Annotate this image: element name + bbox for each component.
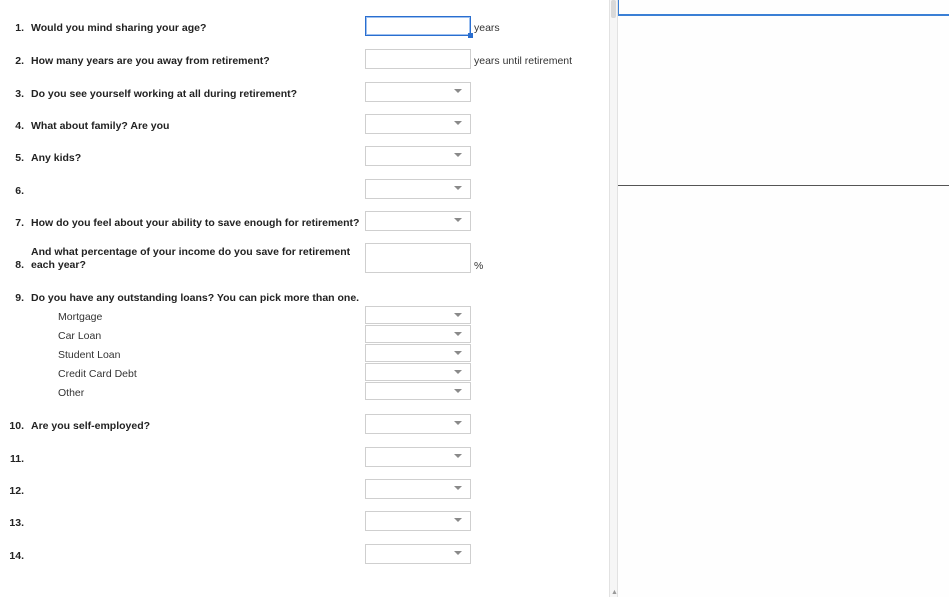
question-number: 6. — [15, 185, 24, 197]
mortgage-select[interactable] — [365, 306, 471, 324]
question-number: 4. — [15, 120, 24, 132]
chevron-down-icon — [454, 89, 462, 93]
loan-label: Student Loan — [58, 349, 121, 361]
question-13-select[interactable] — [365, 511, 471, 531]
retirement-suffix: years until retirement — [474, 55, 573, 67]
question-text: Do you have any outstanding loans? You can pick more than one. — [31, 292, 360, 304]
chevron-down-icon — [454, 313, 462, 317]
work-in-retirement-select[interactable] — [365, 82, 471, 102]
active-field-underline — [618, 14, 949, 16]
panel-border — [618, 0, 619, 14]
question-number: 9. — [15, 292, 24, 304]
question-14-select[interactable] — [365, 544, 471, 564]
chevron-down-icon — [454, 153, 462, 157]
chevron-down-icon — [454, 454, 462, 458]
scrollbar-thumb[interactable] — [611, 0, 616, 18]
credit-card-debt-select[interactable] — [365, 363, 471, 381]
student-loan-select[interactable] — [365, 344, 471, 362]
chevron-down-icon — [454, 332, 462, 336]
loan-label: Car Loan — [58, 330, 102, 342]
other-loan-select[interactable] — [365, 382, 471, 400]
chevron-down-icon — [454, 370, 462, 374]
question-text: Any kids? — [31, 152, 82, 164]
chevron-down-icon — [454, 518, 462, 522]
question-text: What about family? Are you — [31, 120, 170, 132]
question-text: How do you feel about your ability to save enough for retirement? — [31, 217, 360, 229]
chevron-down-icon — [454, 121, 462, 125]
question-number: 11. — [9, 453, 24, 465]
age-input[interactable] — [365, 16, 471, 36]
scroll-up-arrow-icon[interactable]: ▲ — [611, 589, 618, 596]
question-11-select[interactable] — [365, 447, 471, 467]
question-number: 14. — [9, 550, 24, 562]
car-loan-select[interactable] — [365, 325, 471, 343]
pane-divider-scrollbar[interactable] — [609, 0, 618, 597]
question-text: How many years are you away from retirement? — [31, 55, 270, 67]
chevron-down-icon — [454, 389, 462, 393]
chevron-down-icon — [454, 218, 462, 222]
question-number: 5. — [15, 152, 24, 164]
question-number: 2. — [15, 55, 24, 67]
question-number: 1. — [15, 22, 24, 34]
kids-select[interactable] — [365, 146, 471, 166]
panel-divider-line — [618, 185, 949, 186]
loan-label: Mortgage — [58, 311, 103, 323]
question-text: Would you mind sharing your age? — [31, 22, 207, 34]
loan-label: Other — [58, 387, 85, 399]
chevron-down-icon — [454, 351, 462, 355]
chevron-down-icon — [454, 486, 462, 490]
question-number: 13. — [9, 517, 24, 529]
question-text: Do you see yourself working at all during retirement? — [31, 88, 298, 100]
chevron-down-icon — [454, 186, 462, 190]
savings-percent-input[interactable] — [365, 243, 471, 273]
question-text-line2: each year? — [31, 259, 86, 271]
self-employed-select[interactable] — [365, 414, 471, 434]
question-12-select[interactable] — [365, 479, 471, 499]
age-suffix: years — [474, 22, 500, 34]
question-number: 12. — [9, 485, 24, 497]
chevron-down-icon — [454, 551, 462, 555]
question-number: 7. — [15, 217, 24, 229]
loan-label: Credit Card Debt — [58, 368, 137, 380]
question-6-select[interactable] — [365, 179, 471, 199]
family-status-select[interactable] — [365, 114, 471, 134]
question-number: 10. — [9, 420, 24, 432]
question-text-line1: And what percentage of your income do you save for retirement — [31, 246, 351, 258]
years-to-retirement-input[interactable] — [365, 49, 471, 69]
question-number: 3. — [15, 88, 24, 100]
savings-confidence-select[interactable] — [365, 211, 471, 231]
resize-handle[interactable] — [468, 33, 473, 38]
right-panel — [618, 0, 949, 597]
question-number: 8. — [15, 259, 24, 271]
chevron-down-icon — [454, 421, 462, 425]
question-text: Are you self-employed? — [31, 420, 151, 432]
percent-suffix: % — [474, 260, 484, 272]
